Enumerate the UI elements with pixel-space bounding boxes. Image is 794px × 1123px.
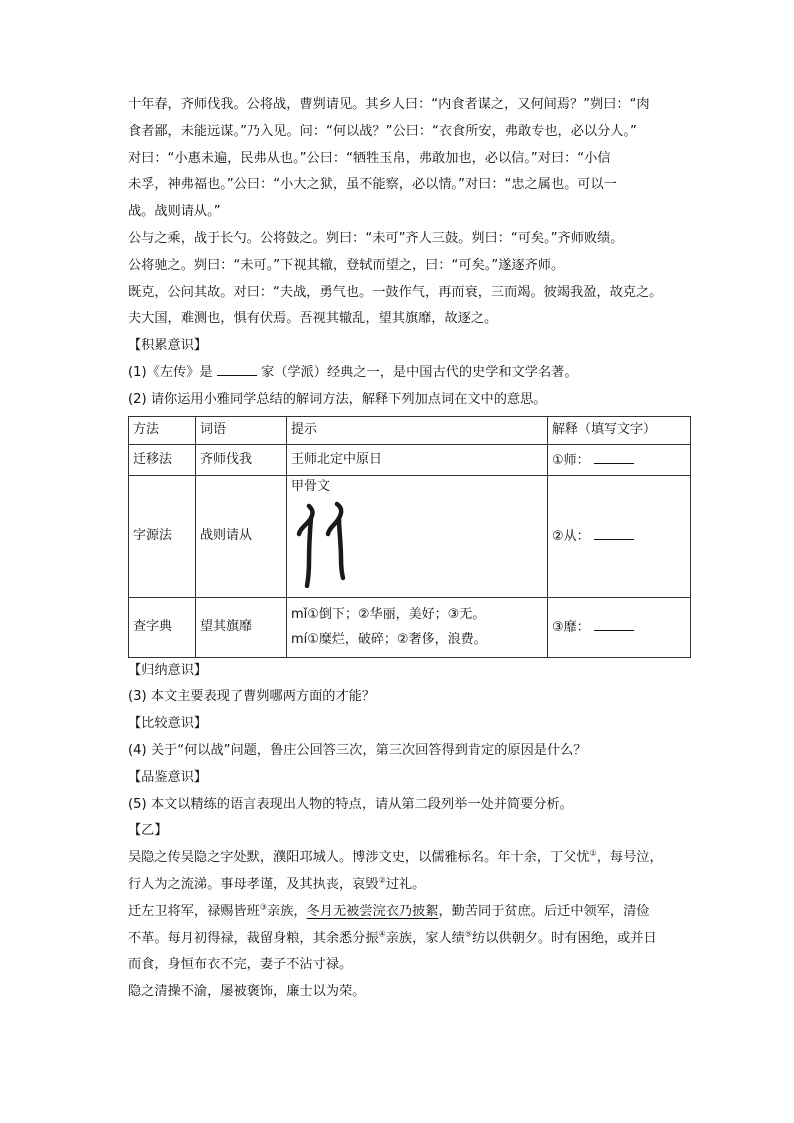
oracle-bone-label: 甲骨文 (291, 478, 331, 494)
text-span: 过礼。 (385, 876, 426, 892)
section-heading-yi: 【乙】 (128, 823, 168, 839)
answer-blank[interactable] (594, 524, 634, 540)
question-1-suffix: 家（学派）经典之一，是中国古代的史学和文学名著。 (261, 364, 578, 380)
table-cell-word: 战则请从 (196, 475, 287, 597)
table-row (129, 444, 691, 475)
table-header-cell: 提示 (287, 416, 548, 444)
answer-label: ①师： (552, 452, 590, 468)
text-span: 迁左卫将军，禄赐皆班 (128, 903, 260, 919)
oracle-bone-cong-glyph (291, 500, 361, 588)
table-cell-hint (287, 475, 548, 597)
text-line: 既克，公问其故。对曰：“夫战，勇气也。一鼓作气，再而衰，三而竭。彼竭我盈，故克之。 (128, 284, 663, 300)
table-cell-word: 望其旗靡 (196, 597, 287, 657)
text-line: 对曰：“小惠未遍，民弗从也。”公曰：“牺牲玉帛，弗敢加也，必以信。”对曰：“小信 (128, 150, 611, 166)
question-1 (128, 360, 688, 387)
table-cell-word: 齐师伐我 (196, 444, 287, 475)
text-span: ，每号泣， (596, 850, 663, 866)
answer-blank[interactable] (594, 615, 634, 631)
text-span: 不革。每月初得禄，裁留身粮，其余悉分振 (128, 930, 379, 946)
table-cell-answer (548, 475, 691, 597)
table-header-cell: 方法 (129, 416, 196, 444)
text-line: 十年春，齐师伐我。公将战，曹刿请见。其乡人曰：“内食者谋之，又何间焉？”刿曰：“肉 (128, 97, 650, 112)
table-cell-answer (548, 597, 691, 657)
footnote-marker: ② (378, 875, 386, 885)
text-b-passage (128, 845, 688, 1006)
table-header-cell: 解释（填写文字） (548, 416, 691, 444)
text-line: 夫大国，难测也，惧有伏焉。吾视其辙乱，望其旗靡，故逐之。 (128, 311, 498, 327)
table-cell-hint: 王师北定中原日 (287, 444, 548, 475)
section-heading-bijiao: 【比较意识】 (128, 716, 208, 732)
table-header-cell: 词语 (196, 416, 287, 444)
table-cell-answer (548, 444, 691, 475)
section-heading-pinjian: 【品鉴意识】 (128, 769, 208, 785)
answer-label: ③靡： (552, 620, 590, 636)
text-span: ，勤苦同于贫庶。后迁中领军，清俭 (438, 903, 650, 919)
text-line: 战。战则请从。” (128, 204, 221, 220)
footnote-marker: ⑤ (464, 929, 473, 939)
table-header-row (129, 416, 691, 444)
text-span: 亲族，家人绩 (385, 930, 465, 946)
footnote-marker: ③ (259, 902, 268, 912)
table-cell-method: 字源法 (129, 475, 196, 597)
question-5: (5) 本文以精练的语言表现出人物的特点，请从第二段列举一处并简要分析。 (128, 796, 573, 812)
underlined-sentence: 冬月无被尝浣衣乃披絮 (306, 903, 439, 919)
dictionary-entry: mǐ①倒下；②华丽，美好；③无。 (291, 607, 486, 623)
table-cell-method: 查字典 (129, 597, 196, 657)
dictionary-entry: mí①糜烂，破碎；②奢侈，浪费。 (291, 632, 487, 648)
text-line: 公与之乘，战于长勺。公将鼓之。刿曰：“未可”齐人三鼓。刿曰：“可矣。”齐师败绩。 (128, 230, 624, 246)
text-line (128, 872, 688, 899)
table-cell-hint (287, 597, 548, 657)
table-cell-method: 迁移法 (129, 444, 196, 475)
answer-label: ②从： (552, 529, 590, 545)
footnote-marker: ① (589, 848, 597, 858)
table-row (129, 475, 691, 597)
text-line (128, 845, 688, 872)
table-row (129, 597, 691, 657)
text-line: 食者鄙，未能远谋。”乃入见。问：“何以战？”公曰：“衣食所安，弗敢专也，必以分人。” (128, 123, 637, 139)
text-line: 公将驰之。刿曰：“未可。”下视其辙，登轼而望之，曰：“可矣。”遂逐齐师。 (128, 257, 565, 273)
text-a-passage (128, 92, 688, 333)
worksheet-page (128, 92, 688, 1006)
text-span: 吴隐之传吴隐之字处默，濮阳邛城人。博涉文史，以儒雅标名。年十余，丁父忧 (128, 850, 590, 866)
text-line: 未孚，神弗福也。”公曰：“小大之狱，虽不能察，必以情。”对曰：“忠之属也。可以一 (128, 177, 617, 193)
question-4: (4) 关于“何以战”问题，鲁庄公回答三次，第三次回答得到肯定的原因是什么？ (128, 742, 587, 758)
text-line: 隐之清操不渝，屡被褒饰，廉士以为荣。 (128, 984, 366, 1000)
section-heading-jilei: 【积累意识】 (128, 338, 208, 354)
text-line (128, 926, 688, 953)
question-2: (2) 请你运用小雅同学总结的解词方法，解释下列加点词在文中的意思。 (128, 391, 547, 407)
text-span: 行人为之流涕。事母孝谨，及其执丧，哀毁 (128, 876, 379, 892)
text-span: 亲族， (267, 903, 307, 919)
text-span: 纺以供朝夕。时有困绝，或并日 (472, 930, 657, 946)
footnote-marker: ④ (378, 929, 386, 939)
section-heading-guina: 【归纳意识】 (128, 662, 208, 678)
answer-blank[interactable] (217, 360, 257, 376)
text-line: 而食，身恒布衣不完，妻子不沾寸禄。 (128, 957, 353, 973)
text-line (128, 899, 688, 926)
question-1-prefix: (1)《左传》是 (128, 364, 213, 380)
word-explanation-table (128, 416, 691, 658)
question-3: (3) 本文主要表现了曹刿哪两方面的才能？ (128, 689, 376, 705)
answer-blank[interactable] (594, 448, 634, 464)
